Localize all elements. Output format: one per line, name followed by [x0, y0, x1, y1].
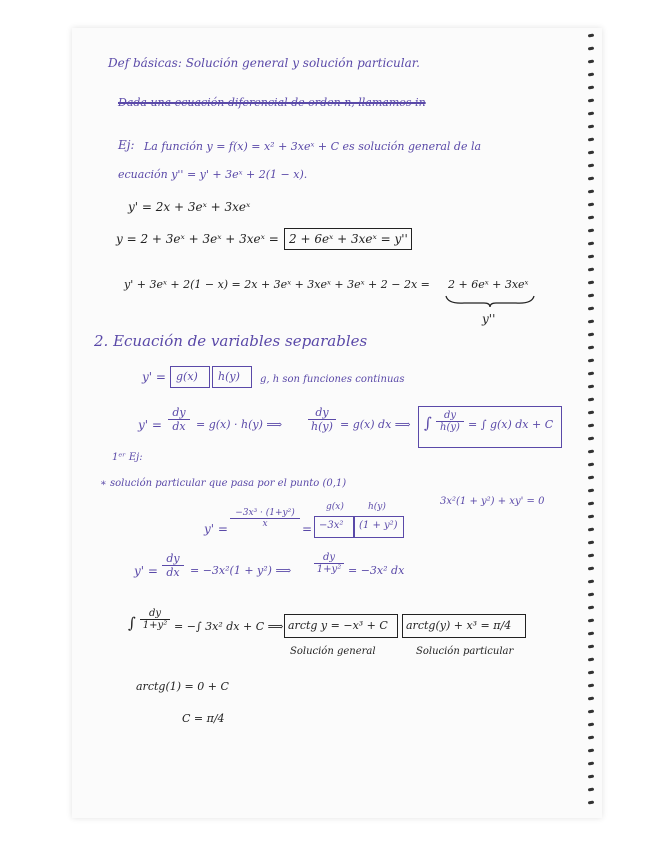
spiral-hole — [588, 411, 594, 415]
spiral-hole — [588, 216, 594, 220]
separated-eq-mid: = −3x²(1 + y²) ⟹ — [190, 564, 292, 577]
spiral-hole — [588, 424, 594, 428]
spiral-hole — [588, 359, 594, 363]
particular-text: ∗ solución particular que pasa por el punto (0,1) — [100, 478, 347, 489]
spiral-hole — [588, 385, 594, 389]
dy-hy-fraction — [308, 406, 336, 433]
spiral-hole — [588, 242, 594, 246]
spiral-hole — [588, 450, 594, 454]
spiral-hole — [588, 281, 594, 285]
spiral-hole — [588, 697, 594, 701]
spiral-hole — [588, 125, 594, 129]
separated-dx: dx — [162, 565, 184, 579]
spiral-hole — [588, 437, 594, 441]
spiral-hole — [588, 99, 594, 103]
box-dy: dy — [443, 410, 457, 421]
separable-eq-mid: = g(x) · h(y) ⟹ — [196, 418, 283, 431]
spiral-hole — [588, 47, 594, 51]
spiral-hole — [588, 671, 594, 675]
integral-sign: ∫ — [128, 614, 136, 632]
spiral-hole — [588, 515, 594, 519]
gx-box-text: g(x) — [176, 370, 198, 383]
spiral-hole — [588, 229, 594, 233]
spiral-hole — [588, 346, 594, 350]
particular-solution-label: Solución particular — [416, 646, 514, 657]
box-hy: h(y) — [436, 421, 464, 433]
example-label: Ej: — [118, 138, 135, 152]
yp-lhs: y' = — [204, 522, 228, 536]
yp-gx-box-text: −3x² — [319, 520, 344, 531]
spiral-hole — [588, 801, 594, 805]
spiral-hole — [588, 151, 594, 155]
spiral-hole — [588, 320, 594, 324]
particular-solution-text: arctg(y) + x³ = π/4 — [406, 619, 512, 632]
spiral-hole — [588, 606, 594, 610]
separated-eq-rhs: = −3x² dx — [348, 564, 405, 577]
spiral-hole — [588, 502, 594, 506]
struck-text: Dada una ecuación diferencial de orden n, llamamos in — [118, 96, 426, 109]
yp-fraction — [230, 508, 300, 529]
yp-hy-box-text: (1 + y²) — [359, 520, 398, 531]
spiral-hole — [588, 112, 594, 116]
hy-den: h(y) — [308, 419, 336, 433]
hy-box-text: h(y) — [218, 370, 240, 383]
spiral-hole — [588, 580, 594, 584]
integral-equation: = −∫ 3x² dx + C ⟹ — [174, 620, 284, 633]
spiral-hole — [588, 554, 594, 558]
notebook-page — [72, 28, 602, 818]
separated-dy-2: dy — [322, 552, 336, 563]
yp-equals: = — [302, 522, 313, 536]
example-line-2: ecuación y'' = y' + 3eˣ + 2(1 − x). — [118, 168, 308, 181]
check-line: y' + 3eˣ + 2(1 − x) = 2x + 3eˣ + 3xeˣ + 3eˣ + 2 − 2x = — [124, 278, 430, 291]
spiral-hole — [588, 60, 594, 64]
spiral-hole — [588, 203, 594, 207]
dx-den: dx — [168, 419, 190, 433]
separable-eq-rhs: = g(x) dx ⟹ — [340, 418, 411, 431]
separated-eq-lhs: y' = — [134, 564, 158, 578]
separated-dy: dy — [166, 552, 180, 565]
spiral-hole — [588, 723, 594, 727]
spiral-hole — [588, 398, 594, 402]
integral-fraction — [140, 608, 170, 631]
integral-sign-l: ∫ — [424, 414, 432, 432]
separable-y: y' = — [142, 370, 166, 384]
yp-numerator: −3x³ · (1+y²) — [235, 508, 295, 518]
brace-underline — [444, 294, 536, 308]
particular-equation: 3x²(1 + y²) + xy' = 0 — [440, 496, 545, 507]
spiral-hole — [588, 775, 594, 779]
spiral-hole — [588, 255, 594, 259]
spiral-hole — [588, 658, 594, 662]
spiral-hole — [588, 294, 594, 298]
spiral-hole — [588, 619, 594, 623]
constant-line-2: C = π/4 — [182, 712, 225, 725]
spiral-hole — [588, 684, 594, 688]
yp-gx-label: g(x) — [326, 502, 344, 512]
spiral-hole — [588, 645, 594, 649]
separated-dy-dx — [162, 552, 184, 579]
spiral-hole — [588, 593, 594, 597]
spiral-hole — [588, 138, 594, 142]
spiral-hole — [588, 528, 594, 532]
spiral-hole — [588, 749, 594, 753]
spiral-hole — [588, 86, 594, 90]
spiral-hole — [588, 307, 594, 311]
spiral-hole — [588, 177, 594, 181]
spiral-hole — [588, 489, 594, 493]
spiral-hole — [588, 788, 594, 792]
spiral-hole — [588, 190, 594, 194]
yp-hy-label: h(y) — [368, 502, 386, 512]
integral-rhs: = ∫ g(x) dx + C — [468, 418, 554, 431]
dy-dx-fraction — [168, 406, 190, 433]
example-line-1: La función y = f(x) = x² + 3xeˣ + C es solución general de la — [144, 140, 482, 153]
spiral-hole — [588, 632, 594, 636]
dy-num: dy — [172, 406, 186, 419]
general-solution-text: arctg y = −x³ + C — [288, 619, 388, 632]
check-label: y'' — [482, 312, 496, 326]
spiral-hole — [588, 73, 594, 77]
derivative-1: y' = 2x + 3eˣ + 3xeˣ — [128, 200, 251, 214]
spiral-hole — [588, 762, 594, 766]
dy-num-2: dy — [315, 406, 329, 419]
spiral-hole — [588, 541, 594, 545]
check-result: 2 + 6eˣ + 3xeˣ — [448, 278, 529, 291]
separated-dy-fraction — [314, 552, 344, 575]
spiral-hole — [588, 710, 594, 714]
yp-denominator: x — [230, 518, 300, 529]
box-fraction — [436, 410, 464, 433]
integral-den: 1+y² — [140, 619, 170, 631]
spiral-hole — [588, 463, 594, 467]
general-solution-label: Solución general — [290, 646, 376, 657]
spiral-hole — [588, 164, 594, 168]
separable-eq-lhs: y' = — [138, 418, 162, 432]
spiral-hole — [588, 736, 594, 740]
derivative-2-box-text: 2 + 6eˣ + 3xeˣ = y'' — [289, 232, 408, 246]
spiral-hole — [588, 372, 594, 376]
example-1-label: 1ᵉʳ Ej: — [112, 452, 143, 463]
spiral-hole — [588, 268, 594, 272]
section-2-heading: 2. Ecuación de variables separables — [94, 332, 368, 350]
derivative-2-lhs: y = 2 + 3eˣ + 3eˣ + 3xeˣ = — [116, 232, 279, 246]
spiral-binding — [584, 34, 594, 814]
constant-line-1: arctg(1) = 0 + C — [136, 680, 229, 693]
separated-den: 1+y² — [314, 563, 344, 575]
separable-description: g, h son funciones continuas — [260, 374, 405, 385]
integral-dy: dy — [148, 608, 162, 619]
page-title: Def básicas: Solución general y solución particular. — [108, 56, 420, 70]
spiral-hole — [588, 476, 594, 480]
spiral-hole — [588, 34, 594, 38]
spiral-hole — [588, 567, 594, 571]
spiral-hole — [588, 333, 594, 337]
